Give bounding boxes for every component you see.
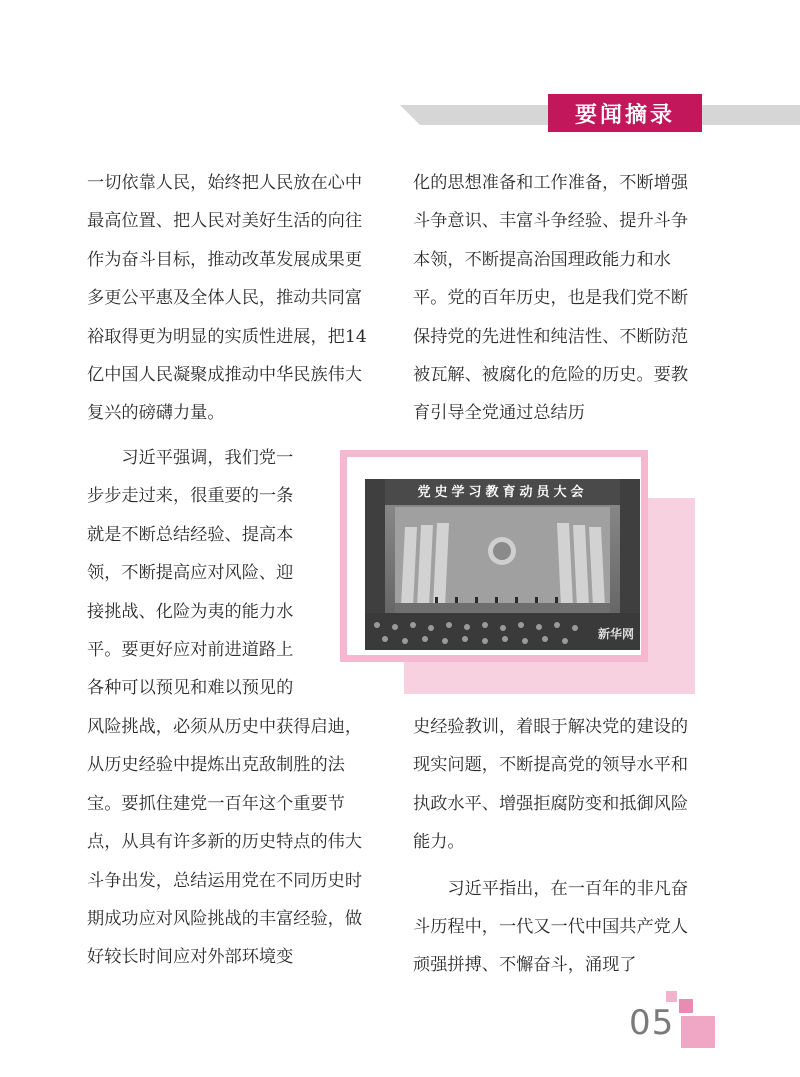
text-line: 领，不断提高应对风险、迎 <box>87 563 294 584</box>
right-column-bottom <box>413 708 705 985</box>
text-line: 接挑战、化险为夷的能力水 <box>87 601 294 622</box>
left-column-wrap <box>87 439 337 708</box>
paragraph: 风险挑战，必须从历史中获得启迪，从历史经验中提炼出克敌制胜的法宝。要抓住建党一百年这个重要节点，从具有许多新的历史特点的伟大斗争出发，总结运用党在不同历史时期成功应对风险挑战的丰富经验，做好较长时间应对外部环境变 <box>87 717 363 968</box>
paragraph: 习近平指出，在一百年的非凡奋斗历程中，一代又一代中国共产党人顽强拼搏、不懈奋斗，涌现了 <box>413 878 689 976</box>
meeting-photo <box>365 479 640 650</box>
right-column-top <box>413 164 705 433</box>
left-column-bottom <box>87 708 379 977</box>
text-line: 就是不断总结经验、提高本 <box>87 524 294 545</box>
left-column-top <box>87 164 379 433</box>
text-line: 步步走过来，很重要的一条 <box>87 486 294 507</box>
section-title: 要闻摘录 <box>548 94 702 132</box>
text-line: 习近平强调，我们党一 <box>121 448 294 468</box>
decorative-square <box>666 991 677 1002</box>
page-number: 05 <box>629 1003 675 1043</box>
photo-banner: 党史学习教育动员大会 <box>417 485 588 500</box>
decorative-square <box>679 999 693 1013</box>
text-line: 各种可以预见和难以预见的 <box>87 678 294 699</box>
decorative-square <box>681 1016 715 1048</box>
photo-watermark: 新华网 <box>597 627 634 641</box>
paragraph: 史经验教训，着眼于解决党的建设的现实问题，不断提高党的领导水平和执政水平、增强拒腐防变和抵御风险能力。 <box>413 717 689 853</box>
paragraph: 化的思想准备和工作准备，不断增强斗争意识、丰富斗争经验、提升斗争本领，不断提高治国理政能力和水平。党的百年历史，也是我们党不断保持党的先进性和纯洁性、不断防范被瓦解、被腐化的危险的历史。要教育引导全党通过总结历 <box>413 173 689 424</box>
paragraph: 一切依靠人民，始终把人民放在心中最高位置、把人民对美好生活的向往作为奋斗目标，推动改革发展成果更多更公平惠及全体人民，推动共同富裕取得更为明显的实质性进展，把14亿中国人民凝聚成推动中华民族伟大复兴的磅礴力量。 <box>87 173 367 424</box>
text-line: 平。要更好应对前进道路上 <box>87 640 294 661</box>
